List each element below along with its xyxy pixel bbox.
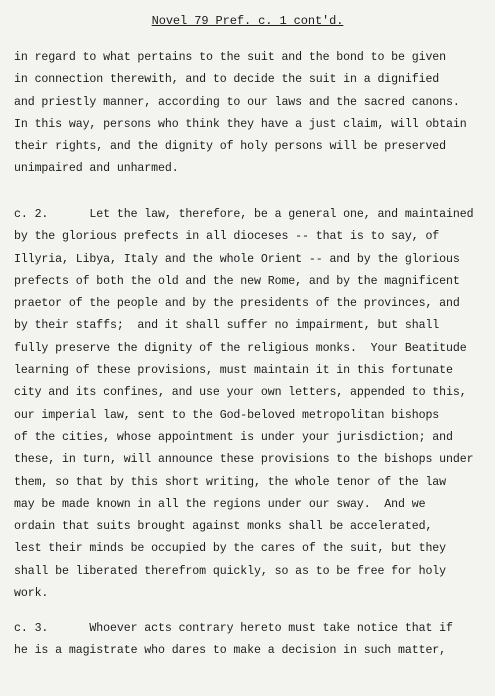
page-header-text: Novel 79 Pref. c. 1 cont'd. bbox=[151, 14, 344, 28]
text-line: in connection therewith, and to decide the suit in a dignified bbox=[14, 73, 440, 87]
paragraph-1 bbox=[14, 47, 494, 181]
text-line: their rights, and the dignity of holy persons will be preserved bbox=[14, 140, 447, 154]
text-line: them, so that by this short writing, the whole tenor of the law bbox=[14, 475, 447, 489]
text-line: unimpaired and unharmed. bbox=[14, 162, 179, 176]
paragraph-3-section-c3 bbox=[14, 618, 494, 663]
text-line: by the glorious prefects in all dioceses -- that is to say, of bbox=[14, 230, 440, 244]
text-line: praetor of the people and by the presidents of the provinces, and bbox=[14, 297, 460, 311]
text-line: shall be liberated therefrom quickly, so as to be free for holy bbox=[14, 564, 447, 578]
text-line: of the cities, whose appointment is under your jurisdiction; and bbox=[14, 430, 453, 444]
text-line: prefects of both the old and the new Rome, and by the magnificent bbox=[14, 274, 460, 288]
text-line: these, in turn, will announce these provisions to the bishops under bbox=[14, 453, 474, 467]
text-line: he is a magistrate who dares to make a decision in such matter, bbox=[14, 644, 447, 658]
text-line: lest their minds be occupied by the cares of the suit, but they bbox=[14, 542, 447, 556]
text-line: Illyria, Libya, Italy and the whole Orient -- and by the glorious bbox=[14, 252, 460, 266]
text-line: city and its confines, and use your own letters, appended to this, bbox=[14, 386, 467, 400]
text-line: in regard to what pertains to the suit and the bond to be given bbox=[14, 51, 447, 64]
text-line: In this way, persons who think they have a just claim, will obtain bbox=[14, 117, 467, 131]
text-line: and priestly manner, according to our laws and the sacred canons. bbox=[14, 95, 460, 109]
paragraph-2-section-c2 bbox=[14, 204, 494, 605]
text-line: by their staffs; and it shall suffer no impairment, but shall bbox=[14, 319, 440, 333]
text-line: fully preserve the dignity of the religious monks. Your Beatitude bbox=[14, 341, 467, 355]
text-line: c. 2. Let the law, therefore, be a general one, and maintained bbox=[14, 208, 474, 221]
text-line: learning of these provisions, must maintain it in this fortunate bbox=[14, 364, 453, 378]
text-line: our imperial law, sent to the God-beloved metropolitan bishops bbox=[14, 408, 440, 422]
page-header bbox=[0, 14, 495, 28]
text-line: c. 3. Whoever acts contrary hereto must take notice that if bbox=[14, 622, 453, 635]
text-line: work. bbox=[14, 587, 49, 601]
text-line: may be made known in all the regions under our sway. And we bbox=[14, 497, 426, 511]
text-line: ordain that suits brought against monks shall be accelerated, bbox=[14, 520, 433, 534]
